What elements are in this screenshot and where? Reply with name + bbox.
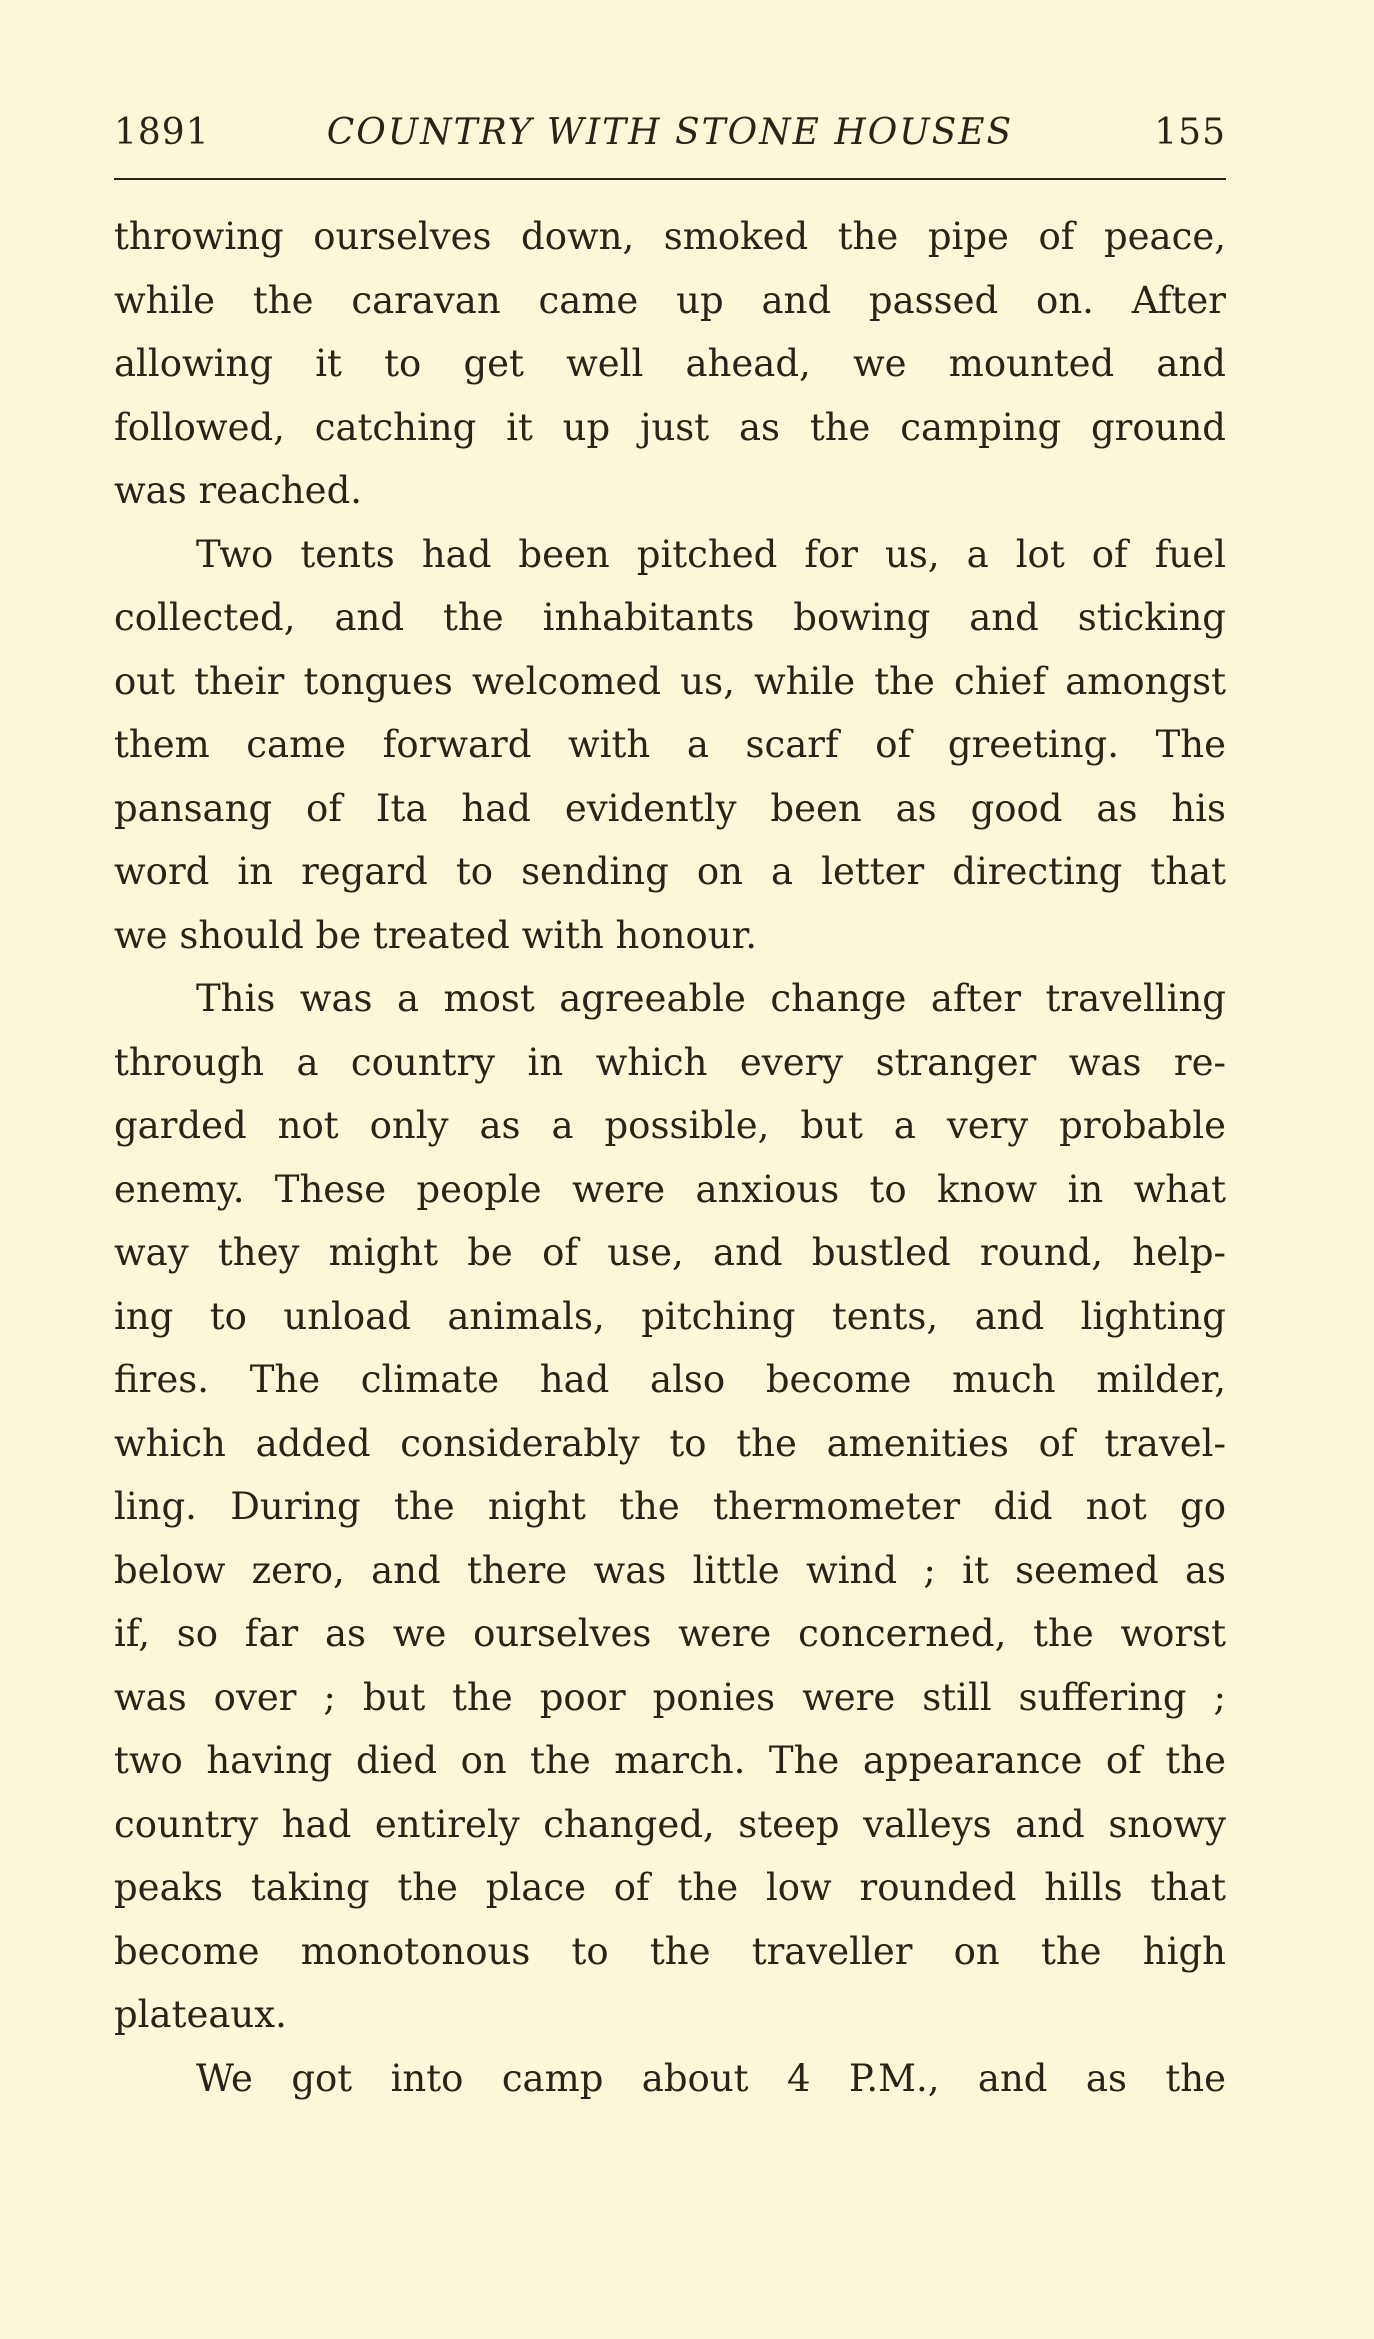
running-head [114,112,1226,162]
text-line: This was a most agreeable change after travelling [196,977,1226,1020]
text-line: pansang of Ita had evidently been as good as his [114,786,1226,830]
text-line: was over ; but the poor ponies were still suffering ; [114,1675,1226,1719]
text-line: out their tongues welcomed us, while the chief amongst [114,659,1226,703]
text-line: ling. During the night the thermometer did not go [114,1485,1226,1528]
text-line: followed, catching it up just as the camping ground [114,405,1226,449]
text-line: collected, and the inhabitants bowing and sticking [114,596,1226,639]
text-line: become monotonous to the traveller on the high [114,1929,1226,1973]
text-line: plateaux. [114,1993,287,2036]
text-line: We got into camp about 4 P.M., and as the [196,2056,1226,2100]
text-line: through a country in which every stranger was re- [114,1040,1226,1084]
page-year: 1891 [114,112,210,153]
text-line: allowing it to get well ahead, we mounted and [114,342,1226,385]
text-line: was reached. [114,469,363,512]
text-line: them came forward with a scarf of greeting. The [114,723,1226,766]
text-line: way they might be of use, and bustled round, help- [114,1231,1226,1274]
page-title: COUNTRY WITH STONE HOUSES [326,112,1014,153]
text-line: country had entirely changed, steep valleys and snowy [114,1802,1226,1846]
text-line: two having died on the march. The appearance of the [114,1739,1226,1782]
text-line: while the caravan came up and passed on. After [114,278,1226,322]
body-text [114,205,1226,2110]
text-line: peaks taking the place of the low rounded hills that [114,1866,1226,1909]
text-line: fires. The climate had also become much milder, [114,1358,1226,1401]
text-line: if, so far as we ourselves were concerned, the worst [114,1612,1226,1655]
text-line: word in regard to sending on a letter directing that [114,850,1226,893]
text-line: we should be treated with honour. [114,913,757,957]
page-number: 155 [1154,112,1226,153]
text-line: below zero, and there was little wind ; it seemed as [114,1548,1226,1592]
text-line: enemy. These people were anxious to know in what [114,1167,1226,1211]
text-line: throwing ourselves down, smoked the pipe of peace, [114,215,1226,258]
text-line: Two tents had been pitched for us, a lot of fuel [196,532,1226,576]
text-line: ing to unload animals, pitching tents, and lighting [114,1294,1226,1338]
text-line: which added considerably to the amenities of travel- [114,1421,1226,1465]
header-rule [114,178,1226,180]
text-line: garded not only as a possible, but a very probable [114,1104,1226,1147]
